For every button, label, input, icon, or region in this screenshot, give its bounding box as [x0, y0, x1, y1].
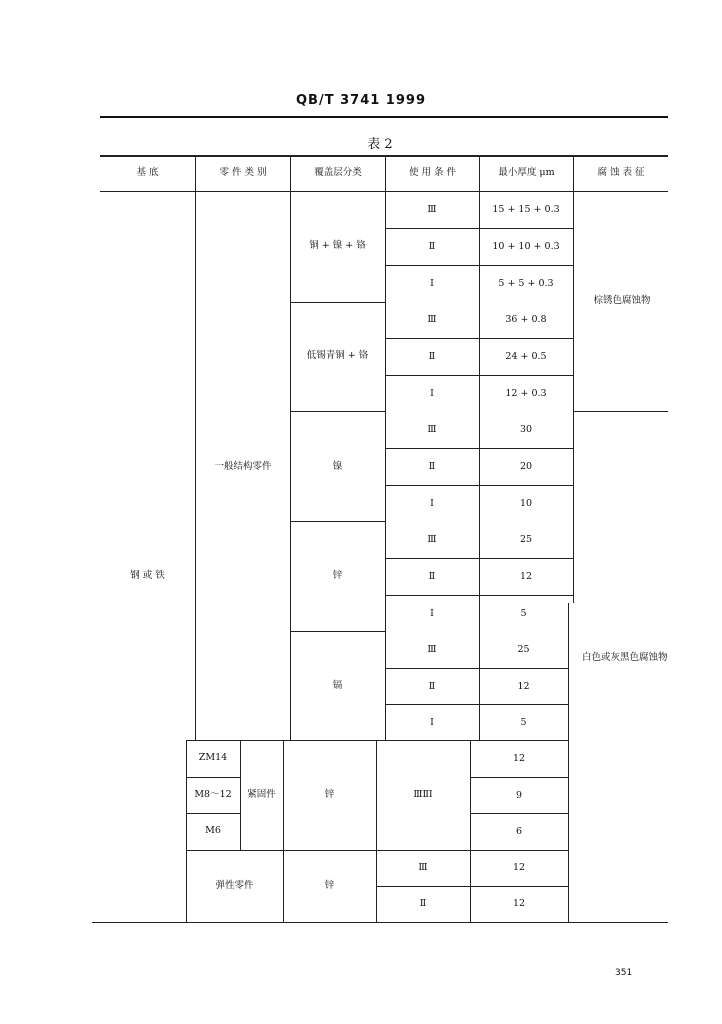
condition-cell: Ⅲ: [427, 644, 437, 655]
page-number: 351: [615, 968, 633, 978]
value-row-line: [376, 886, 568, 887]
header-divider: [290, 156, 291, 191]
col-header-substrate: 基 底: [136, 167, 159, 178]
condition-cell: Ⅲ: [427, 204, 437, 215]
thickness-cell: 6: [515, 826, 523, 837]
condition-cell: Ⅱ: [428, 681, 436, 692]
substrate-cell: 钢 或 铁: [130, 570, 165, 581]
header-divider: [385, 156, 386, 191]
thickness-cell: 5 + 5 + 0.3: [498, 278, 554, 289]
corrosion-cell: 棕锈色腐蚀物: [593, 295, 651, 306]
thickness-cell: 5: [520, 608, 527, 619]
col-header-corrosion: 腐 蚀 表 征: [597, 167, 645, 178]
condition-cell: Ⅱ: [428, 461, 436, 472]
condition-cell: Ⅱ: [428, 571, 436, 582]
col-line: [573, 191, 574, 603]
condition-cell: Ⅰ: [430, 608, 434, 619]
value-row-line: [470, 813, 568, 814]
condition-cell: Ⅲ: [427, 314, 437, 325]
col-line: [568, 603, 569, 922]
table-top-rule: [100, 155, 668, 157]
coating-cell: 锌: [324, 880, 335, 891]
col-header-thickness: 最小厚度 μm: [498, 167, 555, 178]
thickness-cell: 25: [517, 644, 530, 655]
thickness-cell: 10: [519, 498, 533, 509]
fastener-size-cell: M8～12: [194, 789, 232, 800]
thickness-cell: 30: [519, 424, 533, 435]
part-elastic-cell: 弹性零件: [215, 880, 254, 891]
condition-cell: Ⅱ: [428, 351, 436, 362]
col-header-part-class: 零 件 类 别: [219, 167, 267, 178]
condition-cell: Ⅲ: [418, 862, 428, 873]
thickness-cell: 12: [519, 571, 533, 582]
thickness-cell: 12: [512, 898, 526, 909]
header-divider: [479, 156, 480, 191]
part-fastener-cell: 紧固件: [247, 789, 276, 800]
value-row-line: [385, 228, 573, 229]
condition-cell: Ⅱ: [428, 241, 436, 252]
condition-cell: Ⅰ: [430, 278, 434, 289]
value-row-line: [385, 375, 573, 376]
condition-cell: Ⅰ: [430, 717, 434, 728]
thickness-cell: 12: [512, 753, 526, 764]
condition-cell: ⅢⅡⅠ: [413, 789, 433, 800]
value-row-line: [385, 338, 573, 339]
coating-row-line: [290, 302, 385, 303]
thickness-cell: 12 + 0.3: [505, 388, 547, 399]
condition-cell: Ⅲ: [427, 534, 437, 545]
table-caption: 表 2: [367, 137, 393, 152]
thickness-cell: 20: [519, 461, 533, 472]
condition-cell: Ⅰ: [430, 498, 434, 509]
header-divider: [573, 156, 574, 191]
col-line: [376, 740, 377, 922]
condition-cell: Ⅱ: [419, 898, 427, 909]
coating-row-line: [290, 411, 385, 412]
thickness-cell: 15 + 15 + 0.3: [492, 204, 560, 215]
header-divider: [195, 156, 196, 191]
header-rule: [100, 116, 668, 118]
fastener-size-cell: ZM14: [198, 752, 228, 763]
thickness-cell: 36 + 0.8: [505, 314, 547, 325]
col-header-coating: 覆盖层分类: [314, 167, 362, 178]
coating-cell: 锌: [324, 789, 335, 800]
value-row-line: [385, 265, 573, 266]
standard-header: QB/T 3741 1999: [296, 93, 426, 108]
coating-row-line: [290, 631, 385, 632]
value-row-line: [385, 595, 573, 596]
table-bottom-rule: [92, 922, 668, 923]
coating-cell: 锌: [332, 570, 343, 581]
value-row-line: [385, 558, 573, 559]
value-row-line: [385, 448, 573, 449]
thickness-cell: 10 + 10 + 0.3: [492, 241, 560, 252]
coating-cell: 镉: [332, 680, 343, 691]
fastener-size-cell: M6: [205, 825, 221, 836]
thickness-cell: 9: [515, 790, 523, 801]
value-row-line: [385, 485, 573, 486]
size-row-line: [186, 813, 240, 814]
table-header-rule: [100, 191, 668, 192]
value-row-line: [470, 777, 568, 778]
thickness-cell: 5: [520, 717, 527, 728]
thickness-cell: 24 + 0.5: [505, 351, 547, 362]
coating-row-line: [290, 521, 385, 522]
thickness-cell: 12: [517, 681, 530, 692]
value-row-line: [385, 704, 568, 705]
condition-cell: Ⅰ: [430, 388, 434, 399]
col-line: [283, 740, 284, 922]
coating-cell: 低锡青铜 + 铬: [306, 350, 369, 361]
size-row-line: [186, 777, 240, 778]
coating-cell: 铜 + 镍 + 铬: [309, 240, 366, 251]
thickness-cell: 12: [512, 862, 526, 873]
coating-cell: 镍: [332, 461, 343, 472]
condition-cell: Ⅲ: [427, 424, 437, 435]
corrosion-cell: 白色或灰黑色腐蚀物: [582, 652, 668, 663]
value-row-line: [376, 850, 568, 851]
value-row-line: [385, 668, 568, 669]
thickness-cell: 25: [519, 534, 533, 545]
col-header-condition: 使 用 条 件: [408, 167, 457, 178]
corrosion-group-line: [573, 411, 668, 412]
part-general-cell: 一般结构零件: [214, 461, 272, 472]
value-row-line: [376, 740, 568, 741]
